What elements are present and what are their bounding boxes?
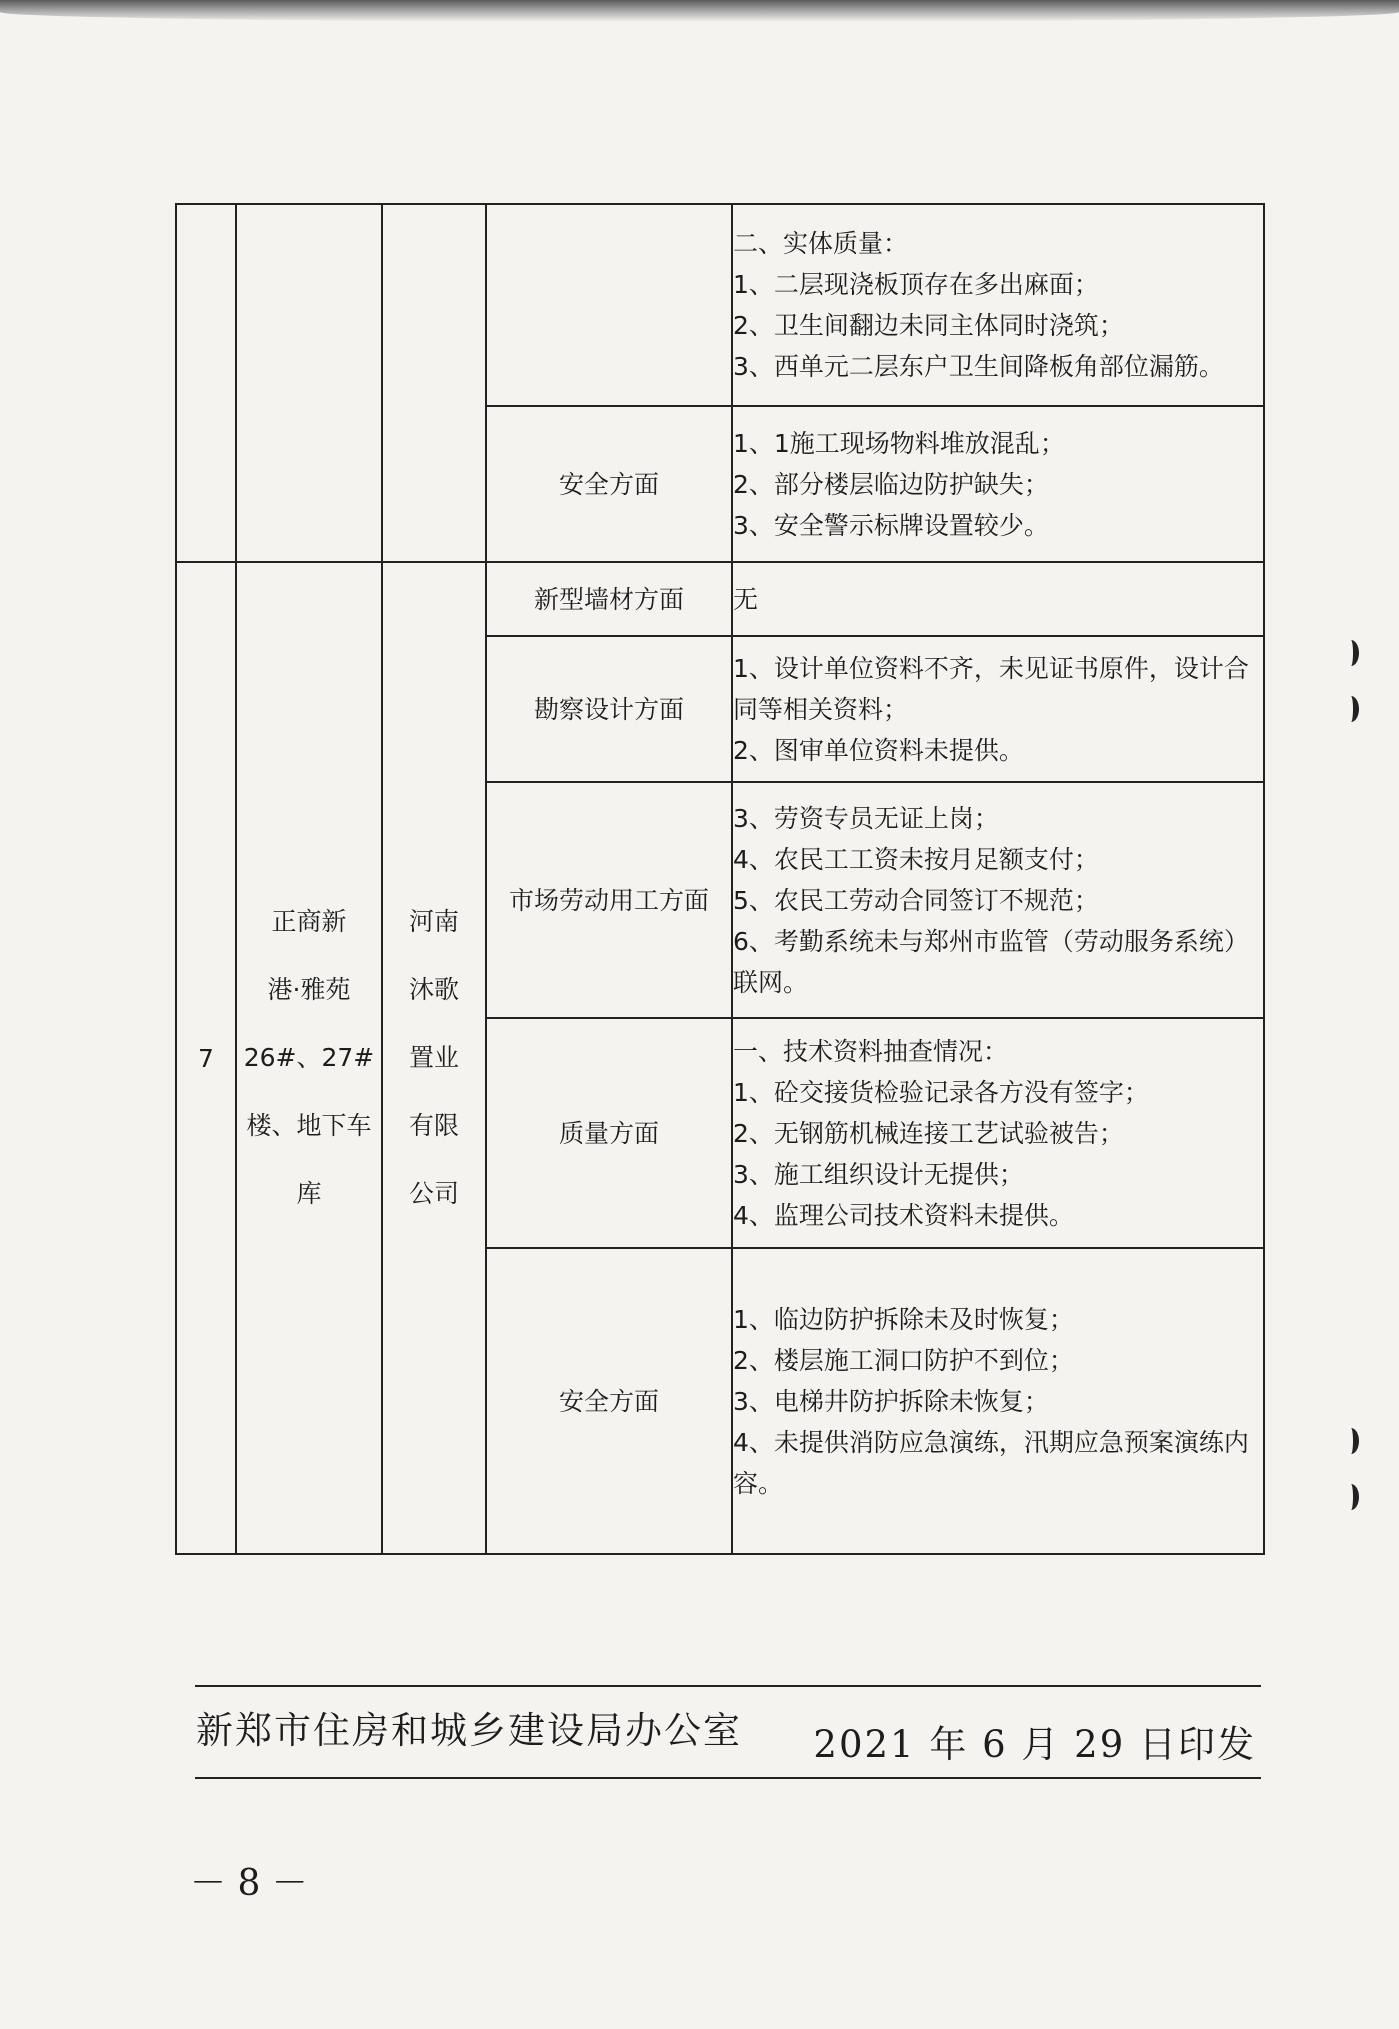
row-items <box>732 562 1264 636</box>
binding-hole-mark <box>1343 1428 1359 1454</box>
company-cell-empty <box>382 204 486 562</box>
item-text: 2、图审单位资料未提供。 <box>733 735 1024 765</box>
item-text: 1、1施工现场物料堆放混乱； <box>733 428 1065 458</box>
continued-quality-row <box>176 204 1264 406</box>
binding-hole-mark <box>1343 1484 1359 1510</box>
scan-top-edge <box>0 0 1399 22</box>
company-name-line: 公司 <box>408 1179 459 1208</box>
category-label: 市场劳动用工方面 <box>486 782 732 1018</box>
item-text: 无 <box>733 584 759 614</box>
category-label: 新型墙材方面 <box>486 562 732 636</box>
entry-row-wall-materials <box>176 562 1264 636</box>
company-name-line: 沐歌 <box>408 975 459 1004</box>
item-text: 4、监理公司技术资料未提供。 <box>733 1200 1074 1230</box>
item-text: 3、电梯井防护拆除未恢复； <box>733 1386 1049 1416</box>
issue-date: 2021 年 6 月 29 日印发 <box>813 1723 1256 1766</box>
category-cell-empty <box>486 204 732 406</box>
company-name-line: 有限 <box>408 1111 459 1140</box>
project-cell-empty <box>236 204 382 562</box>
item-text: 3、安全警示标牌设置较少。 <box>733 510 1049 540</box>
item-text: 1、二层现浇板顶存在多出麻面； <box>733 270 1099 299</box>
project-name-line: 库 <box>296 1179 322 1208</box>
row-items <box>732 1248 1264 1554</box>
category-label: 安全方面 <box>486 1248 732 1554</box>
footer-rule-top <box>195 1685 1261 1687</box>
project-name <box>236 562 382 1554</box>
category-label: 质量方面 <box>486 1018 732 1248</box>
binding-hole-mark <box>1343 696 1359 722</box>
entry-index: 7 <box>176 562 236 1554</box>
binding-hole-mark <box>1343 640 1359 666</box>
company-name-line: 置业 <box>408 1043 459 1072</box>
item-text: 3、施工组织设计无提供； <box>733 1159 1024 1189</box>
item-text: 1、临边防护拆除未及时恢复； <box>733 1304 1074 1334</box>
company-name <box>382 562 486 1554</box>
page-number: － 8 － <box>190 1863 308 1904</box>
item-text: 2、无钢筋机械连接工艺试验被告； <box>733 1118 1124 1148</box>
project-name-line: 港·雅苑 <box>267 975 351 1004</box>
item-text: 5、农民工劳动合同签订不规范； <box>733 885 1099 915</box>
continued-safety-items <box>732 406 1264 562</box>
item-text: 4、未提供消防应急演练，汛期应急预案演练内容。 <box>733 1427 1249 1498</box>
item-text: 二、实体质量： <box>733 229 909 258</box>
project-name-line: 楼、地下车 <box>246 1111 372 1140</box>
item-text: 4、农民工工资未按月足额支付； <box>733 844 1099 874</box>
item-text: 3、劳资专员无证上岗； <box>733 803 999 833</box>
category-label: 勘察设计方面 <box>486 636 732 782</box>
inspection-table <box>175 203 1265 1555</box>
item-text: 1、砼交接货检验记录各方没有签字； <box>733 1077 1149 1107</box>
item-text: 1、设计单位资料不齐，未见证书原件，设计合同等相关资料； <box>733 653 1249 724</box>
issuing-office: 新郑市住房和城乡建设局办公室 <box>196 1709 742 1752</box>
index-cell-empty <box>176 204 236 562</box>
company-name-line: 河南 <box>408 907 459 936</box>
project-name-line: 26#、27# <box>243 1043 375 1072</box>
continued-quality-items <box>732 204 1264 406</box>
item-text: 2、卫生间翻边未同主体同时浇筑； <box>733 311 1124 340</box>
item-text: 3、西单元二层东户卫生间降板角部位漏筋。 <box>733 352 1224 381</box>
row-items <box>732 1018 1264 1248</box>
item-text: 2、楼层施工洞口防护不到位； <box>733 1345 1074 1375</box>
item-text: 6、考勤系统未与郑州市监管（劳动服务系统）联网。 <box>733 926 1249 997</box>
project-name-line: 正商新 <box>271 907 347 936</box>
footer-rule-bottom <box>195 1777 1261 1779</box>
row-items <box>732 636 1264 782</box>
item-text: 2、部分楼层临边防护缺失； <box>733 469 1049 499</box>
item-text: 一、技术资料抽查情况： <box>733 1036 1009 1066</box>
row-items <box>732 782 1264 1018</box>
category-label: 安全方面 <box>486 406 732 562</box>
